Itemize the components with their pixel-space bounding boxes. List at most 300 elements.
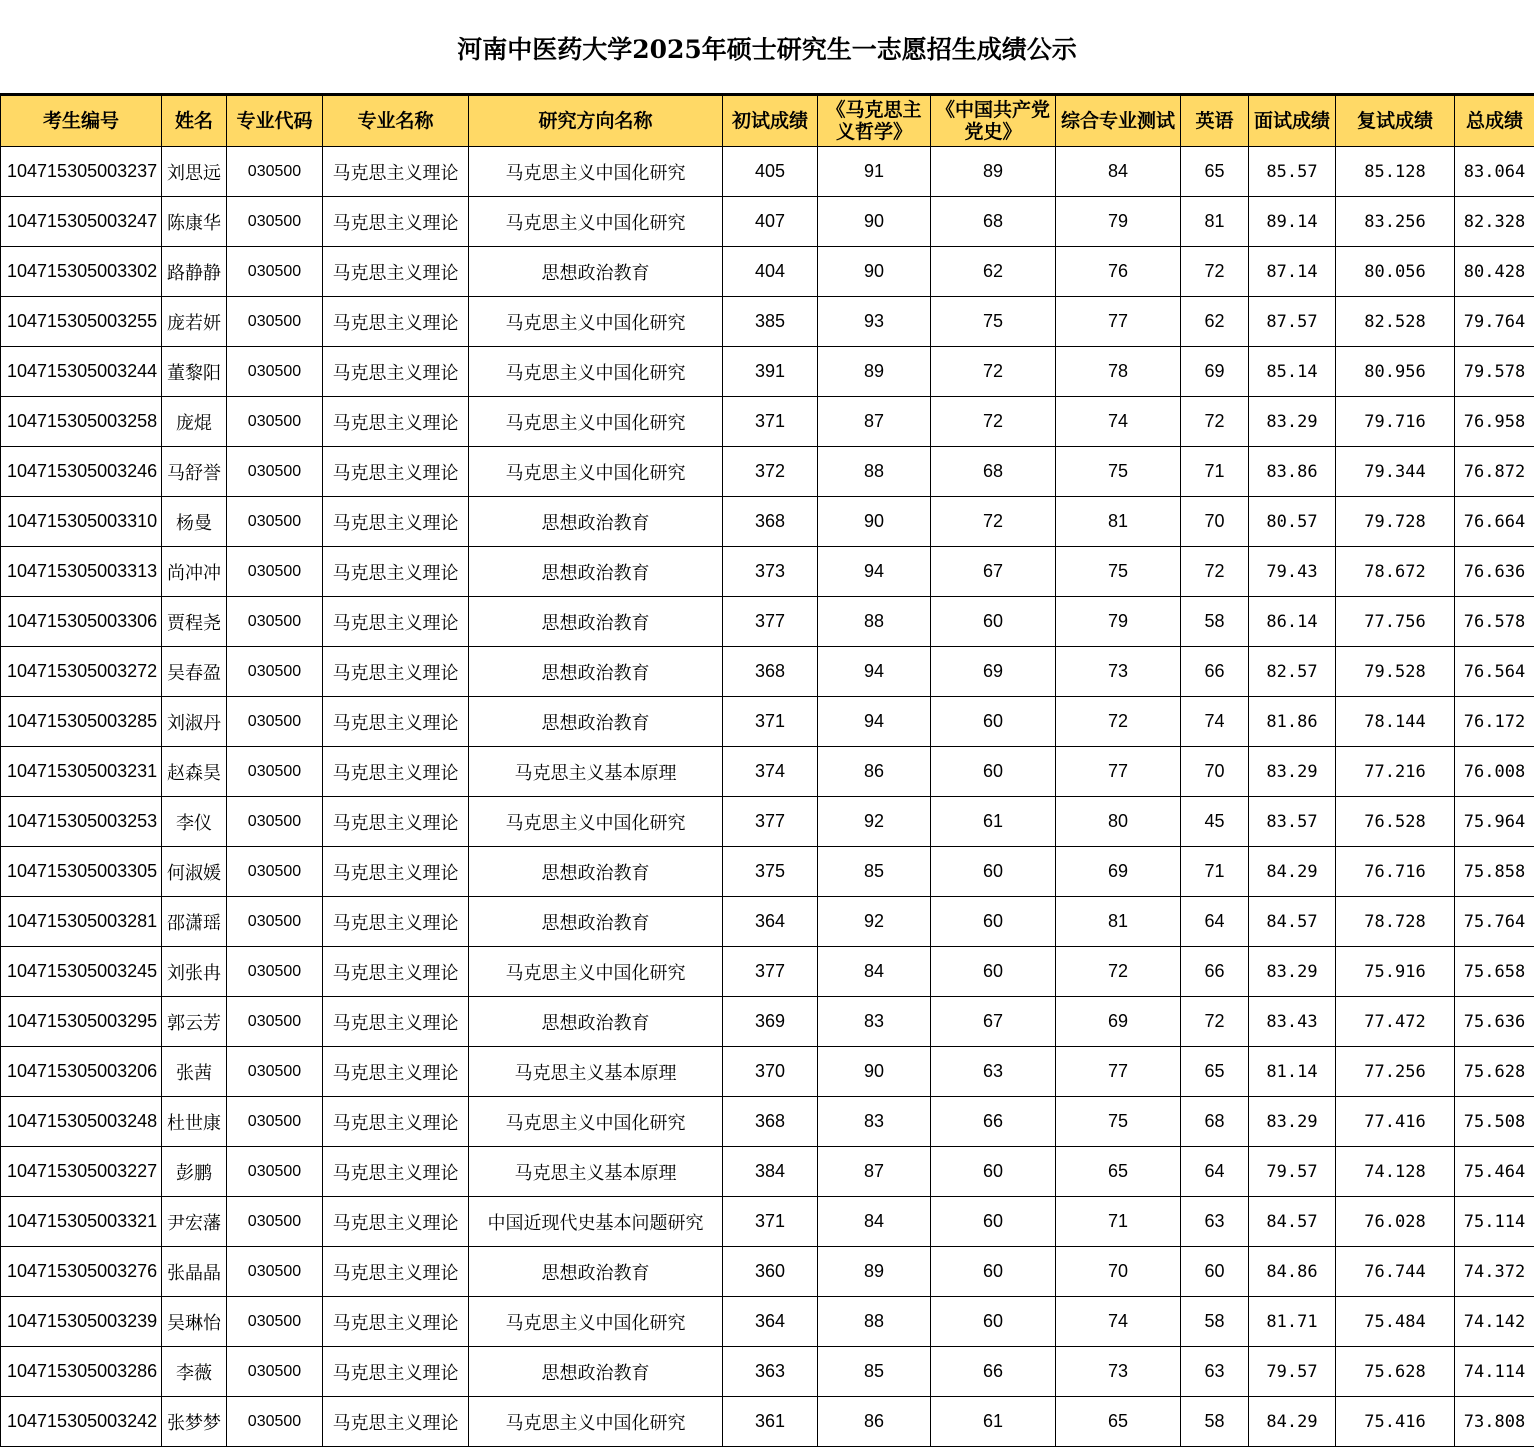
table-cell: 65 bbox=[1056, 1147, 1181, 1197]
column-header: 研究方向名称 bbox=[469, 96, 723, 147]
table-cell: 72 bbox=[1181, 547, 1249, 597]
table-cell: 85.128 bbox=[1336, 147, 1455, 197]
table-cell: 90 bbox=[818, 247, 931, 297]
table-cell: 马克思主义理论 bbox=[323, 647, 469, 697]
table-cell: 88 bbox=[818, 1297, 931, 1347]
table-row bbox=[1, 1197, 1534, 1247]
table-cell: 66 bbox=[1181, 947, 1249, 997]
table-cell: 84 bbox=[818, 947, 931, 997]
table-cell: 361 bbox=[723, 1397, 818, 1447]
table-cell: 思想政治教育 bbox=[469, 547, 723, 597]
table-cell: 84.29 bbox=[1249, 1397, 1336, 1447]
table-cell: 104715305003286 bbox=[1, 1347, 162, 1397]
table-cell: 82.57 bbox=[1249, 647, 1336, 697]
table-cell: 62 bbox=[1181, 297, 1249, 347]
table-cell: 86.14 bbox=[1249, 597, 1336, 647]
table-cell: 83.86 bbox=[1249, 447, 1336, 497]
table-cell: 吴春盈 bbox=[162, 647, 227, 697]
table-cell: 104715305003247 bbox=[1, 197, 162, 247]
table-cell: 83 bbox=[818, 1097, 931, 1147]
table-cell: 路静静 bbox=[162, 247, 227, 297]
table-cell: 407 bbox=[723, 197, 818, 247]
table-cell: 369 bbox=[723, 997, 818, 1047]
table-cell: 60 bbox=[931, 1197, 1056, 1247]
table-cell: 马克思主义理论 bbox=[323, 1247, 469, 1297]
table-cell: 89 bbox=[818, 347, 931, 397]
table-cell: 404 bbox=[723, 247, 818, 297]
table-cell: 030500 bbox=[227, 147, 323, 197]
table-cell: 79 bbox=[1056, 197, 1181, 247]
table-cell: 030500 bbox=[227, 1297, 323, 1347]
table-row bbox=[1, 147, 1534, 197]
table-cell: 363 bbox=[723, 1347, 818, 1397]
table-cell: 364 bbox=[723, 897, 818, 947]
table-cell: 74 bbox=[1056, 1297, 1181, 1347]
table-cell: 76.958 bbox=[1455, 397, 1534, 447]
table-cell: 87 bbox=[818, 397, 931, 447]
table-cell: 董黎阳 bbox=[162, 347, 227, 397]
table-cell: 75.964 bbox=[1455, 797, 1534, 847]
column-header: 《马克思主义哲学》 bbox=[818, 96, 931, 147]
table-cell: 88 bbox=[818, 597, 931, 647]
table-cell: 104715305003258 bbox=[1, 397, 162, 447]
table-cell: 84 bbox=[818, 1197, 931, 1247]
table-cell: 尹宏藩 bbox=[162, 1197, 227, 1247]
table-cell: 87.57 bbox=[1249, 297, 1336, 347]
table-cell: 73.808 bbox=[1455, 1397, 1534, 1447]
table-cell: 377 bbox=[723, 797, 818, 847]
table-cell: 391 bbox=[723, 347, 818, 397]
table-cell: 030500 bbox=[227, 847, 323, 897]
table-row bbox=[1, 1147, 1534, 1197]
table-cell: 69 bbox=[931, 647, 1056, 697]
table-cell: 76.172 bbox=[1455, 697, 1534, 747]
table-cell: 60 bbox=[931, 897, 1056, 947]
table-cell: 030500 bbox=[227, 1047, 323, 1097]
table-cell: 030500 bbox=[227, 647, 323, 697]
table-cell: 思想政治教育 bbox=[469, 1347, 723, 1397]
table-cell: 368 bbox=[723, 1097, 818, 1147]
table-cell: 贾程尧 bbox=[162, 597, 227, 647]
table-cell: 中国近现代史基本问题研究 bbox=[469, 1197, 723, 1247]
table-cell: 72 bbox=[931, 497, 1056, 547]
table-cell: 马克思主义理论 bbox=[323, 747, 469, 797]
table-cell: 81 bbox=[1056, 897, 1181, 947]
table-cell: 72 bbox=[1181, 397, 1249, 447]
table-cell: 83.256 bbox=[1336, 197, 1455, 247]
table-cell: 60 bbox=[931, 847, 1056, 897]
table-cell: 94 bbox=[818, 547, 931, 597]
table-cell: 75.464 bbox=[1455, 1147, 1534, 1197]
table-cell: 104715305003295 bbox=[1, 997, 162, 1047]
table-cell: 58 bbox=[1181, 1297, 1249, 1347]
table-cell: 83 bbox=[818, 997, 931, 1047]
table-cell: 马克思主义中国化研究 bbox=[469, 447, 723, 497]
table-cell: 75.916 bbox=[1336, 947, 1455, 997]
table-cell: 77.256 bbox=[1336, 1047, 1455, 1097]
table-cell: 030500 bbox=[227, 547, 323, 597]
table-cell: 60 bbox=[931, 747, 1056, 797]
table-cell: 马克思主义理论 bbox=[323, 547, 469, 597]
header-row bbox=[1, 96, 1534, 147]
table-cell: 张晶晶 bbox=[162, 1247, 227, 1297]
table-cell: 79.728 bbox=[1336, 497, 1455, 547]
table-cell: 81.86 bbox=[1249, 697, 1336, 747]
table-cell: 77.416 bbox=[1336, 1097, 1455, 1147]
table-cell: 74.142 bbox=[1455, 1297, 1534, 1347]
table-cell: 90 bbox=[818, 197, 931, 247]
table-cell: 377 bbox=[723, 597, 818, 647]
table-cell: 马克思主义理论 bbox=[323, 1097, 469, 1147]
table-cell: 75.858 bbox=[1455, 847, 1534, 897]
table-row bbox=[1, 597, 1534, 647]
table-cell: 68 bbox=[931, 197, 1056, 247]
table-cell: 104715305003306 bbox=[1, 597, 162, 647]
table-cell: 马克思主义理论 bbox=[323, 1397, 469, 1447]
table-cell: 104715305003237 bbox=[1, 147, 162, 197]
table-cell: 赵森昊 bbox=[162, 747, 227, 797]
table-cell: 75 bbox=[1056, 447, 1181, 497]
table-cell: 68 bbox=[931, 447, 1056, 497]
column-header: 考生编号 bbox=[1, 96, 162, 147]
table-cell: 030500 bbox=[227, 347, 323, 397]
table-cell: 385 bbox=[723, 297, 818, 347]
table-cell: 374 bbox=[723, 747, 818, 797]
table-cell: 90 bbox=[818, 497, 931, 547]
table-row bbox=[1, 397, 1534, 447]
table-cell: 马克思主义中国化研究 bbox=[469, 297, 723, 347]
table-cell: 104715305003242 bbox=[1, 1397, 162, 1447]
table-cell: 87.14 bbox=[1249, 247, 1336, 297]
table-cell: 104715305003313 bbox=[1, 547, 162, 597]
column-header: 面试成绩 bbox=[1249, 96, 1336, 147]
table-cell: 思想政治教育 bbox=[469, 897, 723, 947]
table-cell: 75 bbox=[1056, 1097, 1181, 1147]
table-cell: 69 bbox=[1056, 997, 1181, 1047]
table-cell: 80.056 bbox=[1336, 247, 1455, 297]
table-cell: 马克思主义理论 bbox=[323, 1047, 469, 1097]
table-cell: 364 bbox=[723, 1297, 818, 1347]
table-cell: 89.14 bbox=[1249, 197, 1336, 247]
table-cell: 86 bbox=[818, 747, 931, 797]
table-cell: 马克思主义理论 bbox=[323, 1297, 469, 1347]
table-cell: 76.744 bbox=[1336, 1247, 1455, 1297]
table-cell: 104715305003305 bbox=[1, 847, 162, 897]
table-cell: 72 bbox=[1056, 947, 1181, 997]
table-cell: 030500 bbox=[227, 447, 323, 497]
table-cell: 030500 bbox=[227, 197, 323, 247]
table-cell: 马克思主义中国化研究 bbox=[469, 1097, 723, 1147]
table-cell: 84.57 bbox=[1249, 897, 1336, 947]
table-cell: 030500 bbox=[227, 747, 323, 797]
table-cell: 384 bbox=[723, 1147, 818, 1197]
table-cell: 104715305003310 bbox=[1, 497, 162, 547]
table-cell: 87 bbox=[818, 1147, 931, 1197]
table-cell: 76.664 bbox=[1455, 497, 1534, 547]
table-cell: 杜世康 bbox=[162, 1097, 227, 1147]
table-cell: 030500 bbox=[227, 1147, 323, 1197]
table-cell: 何淑媛 bbox=[162, 847, 227, 897]
table-cell: 45 bbox=[1181, 797, 1249, 847]
table-cell: 79.57 bbox=[1249, 1347, 1336, 1397]
table-cell: 030500 bbox=[227, 1247, 323, 1297]
table-cell: 030500 bbox=[227, 597, 323, 647]
table-cell: 74.372 bbox=[1455, 1247, 1534, 1297]
table-cell: 74 bbox=[1056, 397, 1181, 447]
table-cell: 思想政治教育 bbox=[469, 1247, 723, 1297]
table-row bbox=[1, 347, 1534, 397]
table-cell: 75 bbox=[1056, 547, 1181, 597]
table-cell: 77 bbox=[1056, 297, 1181, 347]
table-cell: 83.29 bbox=[1249, 947, 1336, 997]
table-cell: 89 bbox=[818, 1247, 931, 1297]
table-cell: 马克思主义理论 bbox=[323, 597, 469, 647]
table-cell: 58 bbox=[1181, 597, 1249, 647]
table-cell: 67 bbox=[931, 547, 1056, 597]
table-cell: 60 bbox=[931, 1297, 1056, 1347]
table-cell: 93 bbox=[818, 297, 931, 347]
table-cell: 马克思主义理论 bbox=[323, 947, 469, 997]
table-row bbox=[1, 197, 1534, 247]
table-cell: 74.128 bbox=[1336, 1147, 1455, 1197]
table-row bbox=[1, 797, 1534, 847]
table-cell: 375 bbox=[723, 847, 818, 897]
table-body bbox=[1, 147, 1534, 1447]
table-cell: 65 bbox=[1056, 1397, 1181, 1447]
table-cell: 李薇 bbox=[162, 1347, 227, 1397]
table-cell: 84.57 bbox=[1249, 1197, 1336, 1247]
table-cell: 65 bbox=[1181, 1047, 1249, 1097]
table-cell: 思想政治教育 bbox=[469, 497, 723, 547]
table-cell: 马克思主义理论 bbox=[323, 697, 469, 747]
table-cell: 92 bbox=[818, 897, 931, 947]
table-cell: 思想政治教育 bbox=[469, 997, 723, 1047]
table-cell: 81 bbox=[1181, 197, 1249, 247]
table-cell: 63 bbox=[1181, 1347, 1249, 1397]
table-cell: 马克思主义理论 bbox=[323, 197, 469, 247]
table-cell: 77.216 bbox=[1336, 747, 1455, 797]
table-cell: 79 bbox=[1056, 597, 1181, 647]
table-cell: 81 bbox=[1056, 497, 1181, 547]
table-cell: 60 bbox=[1181, 1247, 1249, 1297]
table-cell: 80.57 bbox=[1249, 497, 1336, 547]
table-cell: 思想政治教育 bbox=[469, 847, 723, 897]
table-cell: 64 bbox=[1181, 897, 1249, 947]
table-cell: 85.14 bbox=[1249, 347, 1336, 397]
table-cell: 377 bbox=[723, 947, 818, 997]
table-cell: 030500 bbox=[227, 797, 323, 847]
table-cell: 104715305003276 bbox=[1, 1247, 162, 1297]
table-cell: 83.29 bbox=[1249, 747, 1336, 797]
table-row bbox=[1, 497, 1534, 547]
table-cell: 77 bbox=[1056, 747, 1181, 797]
table-cell: 405 bbox=[723, 147, 818, 197]
table-cell: 刘思远 bbox=[162, 147, 227, 197]
table-cell: 104715305003244 bbox=[1, 347, 162, 397]
table-cell: 75.628 bbox=[1455, 1047, 1534, 1097]
column-header: 英语 bbox=[1181, 96, 1249, 147]
table-cell: 杨曼 bbox=[162, 497, 227, 547]
table-cell: 马克思主义理论 bbox=[323, 797, 469, 847]
table-cell: 75.508 bbox=[1455, 1097, 1534, 1147]
table-cell: 马克思主义理论 bbox=[323, 1197, 469, 1247]
table-cell: 90 bbox=[818, 1047, 931, 1097]
table-cell: 79.344 bbox=[1336, 447, 1455, 497]
table-cell: 84.86 bbox=[1249, 1247, 1336, 1297]
table-cell: 思想政治教育 bbox=[469, 247, 723, 297]
table-cell: 030500 bbox=[227, 897, 323, 947]
table-cell: 思想政治教育 bbox=[469, 597, 723, 647]
table-cell: 104715305003272 bbox=[1, 647, 162, 697]
column-header: 复试成绩 bbox=[1336, 96, 1455, 147]
table-cell: 84 bbox=[1056, 147, 1181, 197]
table-cell: 李仪 bbox=[162, 797, 227, 847]
table-cell: 62 bbox=[931, 247, 1056, 297]
table-cell: 马克思主义中国化研究 bbox=[469, 947, 723, 997]
table-cell: 马克思主义理论 bbox=[323, 1347, 469, 1397]
table-cell: 76.028 bbox=[1336, 1197, 1455, 1247]
table-cell: 71 bbox=[1181, 447, 1249, 497]
table-cell: 92 bbox=[818, 797, 931, 847]
table-cell: 76.528 bbox=[1336, 797, 1455, 847]
table-cell: 104715305003245 bbox=[1, 947, 162, 997]
table-cell: 368 bbox=[723, 497, 818, 547]
table-cell: 75.764 bbox=[1455, 897, 1534, 947]
table-cell: 思想政治教育 bbox=[469, 647, 723, 697]
table-row bbox=[1, 547, 1534, 597]
table-cell: 83.57 bbox=[1249, 797, 1336, 847]
table-cell: 66 bbox=[931, 1347, 1056, 1397]
table-cell: 91 bbox=[818, 147, 931, 197]
table-cell: 372 bbox=[723, 447, 818, 497]
table-cell: 030500 bbox=[227, 397, 323, 447]
table-cell: 82.528 bbox=[1336, 297, 1455, 347]
table-row bbox=[1, 947, 1534, 997]
table-cell: 104715305003206 bbox=[1, 1047, 162, 1097]
table-cell: 78 bbox=[1056, 347, 1181, 397]
table-cell: 72 bbox=[1181, 247, 1249, 297]
table-cell: 75.484 bbox=[1336, 1297, 1455, 1347]
table-cell: 86 bbox=[818, 1397, 931, 1447]
table-cell: 76.716 bbox=[1336, 847, 1455, 897]
table-cell: 72 bbox=[1056, 697, 1181, 747]
table-cell: 030500 bbox=[227, 1347, 323, 1397]
table-cell: 371 bbox=[723, 1197, 818, 1247]
table-cell: 马克思主义理论 bbox=[323, 1147, 469, 1197]
table-cell: 77.756 bbox=[1336, 597, 1455, 647]
table-row bbox=[1, 1047, 1534, 1097]
table-cell: 75.416 bbox=[1336, 1397, 1455, 1447]
table-row bbox=[1, 1397, 1534, 1447]
table-cell: 马克思主义中国化研究 bbox=[469, 197, 723, 247]
table-cell: 80.956 bbox=[1336, 347, 1455, 397]
table-cell: 思想政治教育 bbox=[469, 697, 723, 747]
table-cell: 81.71 bbox=[1249, 1297, 1336, 1347]
table-cell: 84.29 bbox=[1249, 847, 1336, 897]
table-cell: 74.114 bbox=[1455, 1347, 1534, 1397]
table-cell: 吴琳怡 bbox=[162, 1297, 227, 1347]
table-cell: 78.728 bbox=[1336, 897, 1455, 947]
table-cell: 360 bbox=[723, 1247, 818, 1297]
table-cell: 72 bbox=[931, 397, 1056, 447]
table-cell: 371 bbox=[723, 397, 818, 447]
table-cell: 刘淑丹 bbox=[162, 697, 227, 747]
table-row bbox=[1, 447, 1534, 497]
table-cell: 77.472 bbox=[1336, 997, 1455, 1047]
table-cell: 030500 bbox=[227, 697, 323, 747]
column-header: 专业代码 bbox=[227, 96, 323, 147]
table-cell: 75.628 bbox=[1336, 1347, 1455, 1397]
table-cell: 73 bbox=[1056, 1347, 1181, 1397]
table-cell: 104715305003253 bbox=[1, 797, 162, 847]
table-cell: 104715305003285 bbox=[1, 697, 162, 747]
column-header: 总成绩 bbox=[1455, 96, 1534, 147]
table-cell: 76.578 bbox=[1455, 597, 1534, 647]
table-cell: 彭鹏 bbox=[162, 1147, 227, 1197]
table-cell: 60 bbox=[931, 947, 1056, 997]
table-cell: 75.114 bbox=[1455, 1197, 1534, 1247]
table-cell: 030500 bbox=[227, 1097, 323, 1147]
table-cell: 030500 bbox=[227, 1197, 323, 1247]
table-cell: 83.29 bbox=[1249, 397, 1336, 447]
table-cell: 85.57 bbox=[1249, 147, 1336, 197]
table-cell: 030500 bbox=[227, 497, 323, 547]
table-cell: 79.764 bbox=[1455, 297, 1534, 347]
table-cell: 张茜 bbox=[162, 1047, 227, 1097]
table-cell: 马克思主义基本原理 bbox=[469, 747, 723, 797]
table-cell: 60 bbox=[931, 1247, 1056, 1297]
table-cell: 79.57 bbox=[1249, 1147, 1336, 1197]
scores-table bbox=[0, 95, 1534, 1447]
table-cell: 61 bbox=[931, 1397, 1056, 1447]
table-cell: 104715305003248 bbox=[1, 1097, 162, 1147]
table-cell: 63 bbox=[931, 1047, 1056, 1097]
table-cell: 马克思主义中国化研究 bbox=[469, 1397, 723, 1447]
column-header: 初试成绩 bbox=[723, 96, 818, 147]
table-cell: 83.43 bbox=[1249, 997, 1336, 1047]
column-header: 《中国共产党党史》 bbox=[931, 96, 1056, 147]
table-cell: 69 bbox=[1181, 347, 1249, 397]
table-cell: 76.008 bbox=[1455, 747, 1534, 797]
table-cell: 104715305003239 bbox=[1, 1297, 162, 1347]
table-cell: 104715305003281 bbox=[1, 897, 162, 947]
table-row bbox=[1, 297, 1534, 347]
table-cell: 尚冲冲 bbox=[162, 547, 227, 597]
table-cell: 60 bbox=[931, 1147, 1056, 1197]
column-header: 姓名 bbox=[162, 96, 227, 147]
table-cell: 马克思主义理论 bbox=[323, 497, 469, 547]
column-header: 专业名称 bbox=[323, 96, 469, 147]
table-row bbox=[1, 897, 1534, 947]
table-cell: 85 bbox=[818, 847, 931, 897]
table-cell: 马克思主义理论 bbox=[323, 847, 469, 897]
table-cell: 104715305003255 bbox=[1, 297, 162, 347]
table-cell: 65 bbox=[1181, 147, 1249, 197]
table-cell: 马克思主义中国化研究 bbox=[469, 147, 723, 197]
table-cell: 马克思主义理论 bbox=[323, 247, 469, 297]
table-cell: 61 bbox=[931, 797, 1056, 847]
table-cell: 80.428 bbox=[1455, 247, 1534, 297]
table-cell: 373 bbox=[723, 547, 818, 597]
table-cell: 马克思主义中国化研究 bbox=[469, 797, 723, 847]
table-cell: 85 bbox=[818, 1347, 931, 1397]
table-cell: 75 bbox=[931, 297, 1056, 347]
table-cell: 马克思主义中国化研究 bbox=[469, 347, 723, 397]
table-row bbox=[1, 997, 1534, 1047]
table-cell: 76 bbox=[1056, 247, 1181, 297]
table-cell: 79.528 bbox=[1336, 647, 1455, 697]
table-row bbox=[1, 747, 1534, 797]
